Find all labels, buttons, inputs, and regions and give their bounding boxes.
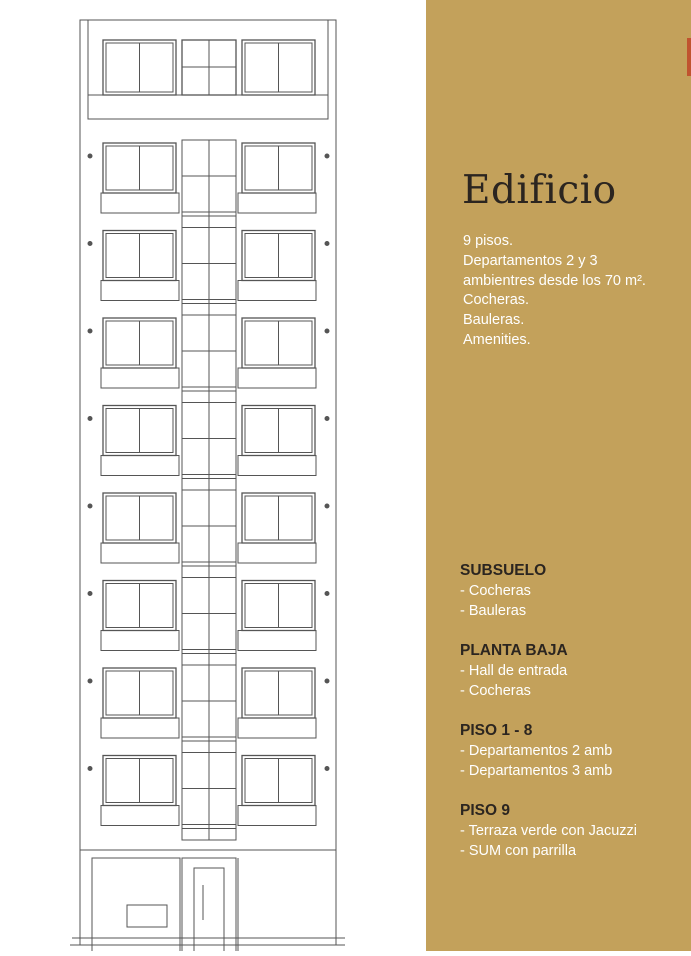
balcony-left xyxy=(101,193,179,213)
entrance-sign xyxy=(127,905,167,927)
facade-bolt xyxy=(88,767,92,771)
balcony-left xyxy=(101,456,179,476)
entrance-bay xyxy=(182,858,236,951)
entrance-door xyxy=(194,868,224,951)
balcony-right xyxy=(238,543,316,563)
facade-bolt xyxy=(88,504,92,508)
balcony-right xyxy=(238,806,316,826)
building-outline xyxy=(80,20,336,945)
feature-line: Amenities. xyxy=(463,331,531,348)
corner-accent-tab xyxy=(687,38,691,76)
level-item: - Cocheras xyxy=(460,683,531,699)
facade-bolt xyxy=(88,417,92,421)
level-planta-baja xyxy=(460,641,690,701)
facade-bolt xyxy=(88,154,92,158)
level-heading: PISO 9 xyxy=(460,802,510,819)
level-item: - SUM con parrilla xyxy=(460,843,577,859)
page-title: Edificio xyxy=(462,168,617,213)
feature-line: Bauleras. xyxy=(463,312,525,329)
facade-bolt xyxy=(88,592,92,596)
balcony-left xyxy=(101,718,179,738)
level-item: - Bauleras xyxy=(460,603,527,619)
facade-bolt xyxy=(325,504,329,508)
facade-bolt xyxy=(325,154,329,158)
balcony-right xyxy=(238,631,316,651)
balcony-left xyxy=(101,368,179,388)
level-item: - Hall de entrada xyxy=(460,663,568,679)
level-item: - Departamentos 3 amb xyxy=(460,763,613,779)
level-subsuelo xyxy=(460,561,690,621)
level-piso-1-8 xyxy=(460,721,690,781)
building-features-list xyxy=(463,232,646,351)
info-panel xyxy=(426,0,691,951)
level-piso-9 xyxy=(460,801,690,861)
facade-bolt xyxy=(325,329,329,333)
facade-bolt xyxy=(325,242,329,246)
level-item: - Terraza verde con Jacuzzi xyxy=(460,823,638,839)
feature-line: Departamentos 2 y 3 xyxy=(463,252,598,269)
roof-parapet xyxy=(88,95,328,119)
facade-bolt xyxy=(88,679,92,683)
level-heading: PISO 1 - 8 xyxy=(460,722,533,739)
facade-bolt xyxy=(325,592,329,596)
level-heading: PLANTA BAJA xyxy=(460,642,568,659)
levels-list xyxy=(460,561,690,881)
balcony-right xyxy=(238,718,316,738)
facade-bolt xyxy=(325,767,329,771)
facade-bolt xyxy=(325,417,329,421)
balcony-right xyxy=(238,281,316,301)
level-item: - Departamentos 2 amb xyxy=(460,743,613,759)
balcony-right xyxy=(238,456,316,476)
facade-bolt xyxy=(325,679,329,683)
balcony-left xyxy=(101,543,179,563)
facade-bolt xyxy=(88,329,92,333)
feature-line: 9 pisos. xyxy=(463,233,513,249)
balcony-right xyxy=(238,368,316,388)
feature-line: ambientres desde los 70 m². xyxy=(463,272,646,289)
facade-bolt xyxy=(88,242,92,246)
balcony-right xyxy=(238,193,316,213)
balcony-left xyxy=(101,631,179,651)
balcony-left xyxy=(101,281,179,301)
feature-line: Cocheras. xyxy=(463,292,530,309)
level-heading: SUBSUELO xyxy=(460,562,547,579)
balcony-left xyxy=(101,806,179,826)
level-item: - Cocheras xyxy=(460,583,531,599)
